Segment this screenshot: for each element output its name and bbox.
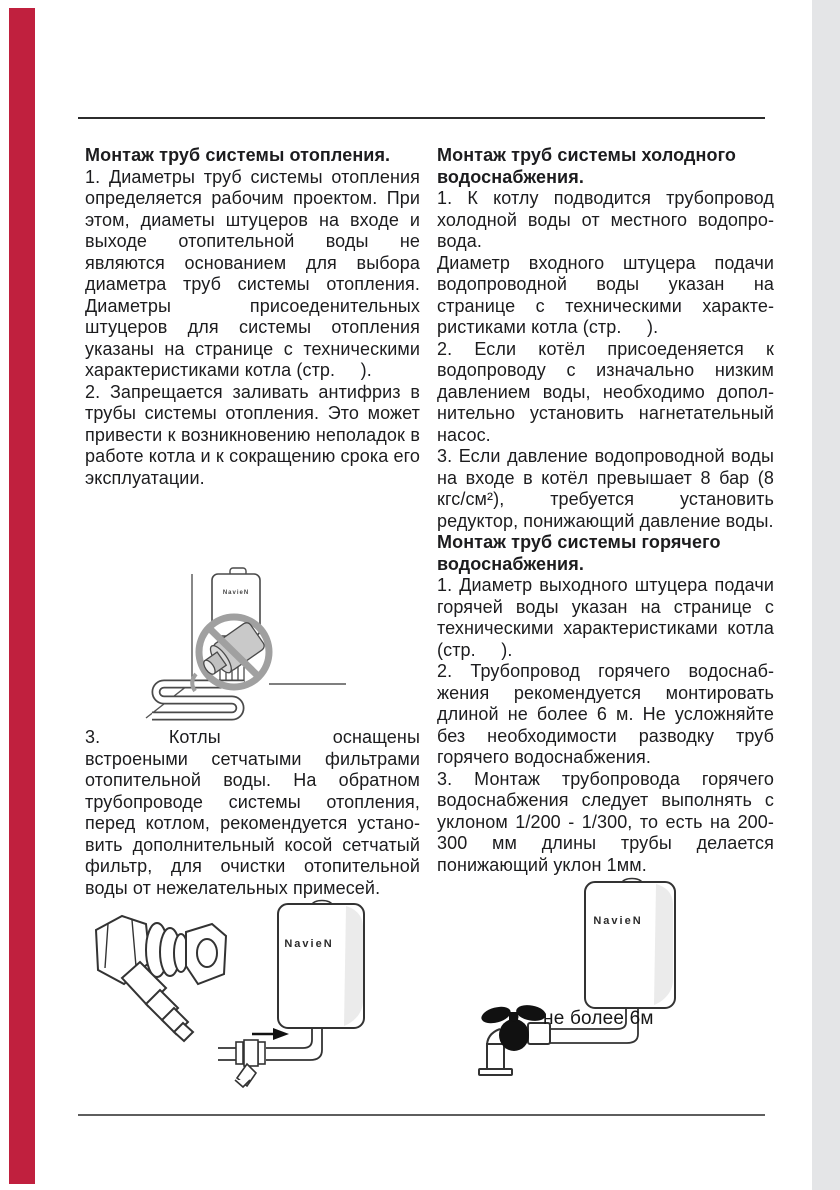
top-rule — [78, 117, 765, 119]
boiler-logo-text: NavieN — [593, 915, 643, 927]
paragraph-cold-2: Диаметр входного штуцера подачи водопроводной воды указан на странице с техническими характеристиками котла (стр. ). — [437, 252, 774, 337]
paragraph-3-prefix: 3. Котлы — [85, 727, 221, 747]
heading-cold-water-pipes: Монтаж труб системы холодного водоснабжения. — [437, 145, 737, 187]
strainer-filter-illustration — [60, 892, 420, 1097]
right-edge-stripe — [812, 0, 840, 1190]
flow-arrow-icon — [252, 1028, 289, 1040]
paragraph-heating-3 — [85, 727, 420, 899]
heading-heating-pipes: Монтаж труб системы отопления. — [85, 145, 391, 165]
left-accent-bar — [9, 8, 35, 1184]
paragraph-heating-1: 1. Диаметры труб системы отопления определяется рабочим проектом. При этом, диаметы штуцеров на входе и выходе отопительной воды не являются основанием для выбора диаметра труб системы отопления. Диаметры присоеденительных штуцеров для системы отопления указаны на странице с техническими характеристиками котла (стр. ). — [85, 166, 420, 380]
water-tap-icon — [479, 1003, 550, 1075]
paragraph-3-body: оснащены встроеными сетчатыми фильтрами отопительной воды. На обратном трубопроводе системы отопления, перед котлом, рекомендуется установить дополнительный косой сетчатый фильтр, для очистки отопительной воды от нежелательных примесей. — [85, 727, 420, 898]
heading-hot-water-pipes: Монтаж труб системы горячего водоснабжения. — [437, 532, 721, 574]
bottom-rule — [78, 1114, 765, 1116]
right-column — [437, 145, 774, 876]
hot-water-pipe-illustration — [440, 872, 780, 1100]
paragraph-hot-3: 3. Монтаж трубопровода горячего водоснабжения следует выполнять с уклоном 1/200 - 1/300, то есть на 200-300 мм длины трубы делается понижающий уклон 1мм. — [437, 768, 774, 875]
boiler-icon — [585, 879, 675, 1009]
paragraph-heating-2: 2. Запрещается заливать антифриз в трубы системы отопления. Это может привести к возникновению неполадок в работе котла и к сокращению срока его эксплуатации. — [85, 381, 420, 488]
no-antifreeze-illustration — [130, 548, 370, 726]
boiler-logo-text: NavieN — [284, 938, 334, 950]
paragraph-cold-4: 3. Если давление водопроводной воды на входе в котёл превышает 8 бар (8 кгс/см²), требуется установить редуктор, понижающий давление воды. — [437, 446, 774, 531]
max-length-note: не более 6м — [543, 1008, 654, 1029]
boiler-icon — [278, 901, 364, 1029]
y-strainer-closeup-icon — [96, 916, 226, 1041]
paragraph-hot-1: 1. Диаметр выходного штуцера подачи горячей воды указан на странице с техническими характеристиками котла (стр. ). — [437, 575, 774, 660]
inline-filter-icon — [235, 1040, 265, 1087]
paragraph-cold-3: 2. Если котёл присоеденяется к водопроводу с изначально низким давлением воды, необходимо дополнительно установить нагнетательный насос. — [437, 338, 774, 445]
paragraph-hot-2: 2. Трубопровод горячего водоснабжения рекомендуется монтировать длиной не более 6 м. Не усложняйте без необходимости разводку труб горячего водоснабжения. — [437, 661, 774, 767]
boiler-logo-text: NavieN — [222, 590, 250, 596]
left-column — [85, 145, 420, 489]
paragraph-cold-1: 1. К котлу подводится трубопровод холодной воды от местного водопровода. — [437, 188, 774, 251]
left-column-paragraph-3 — [85, 727, 420, 899]
